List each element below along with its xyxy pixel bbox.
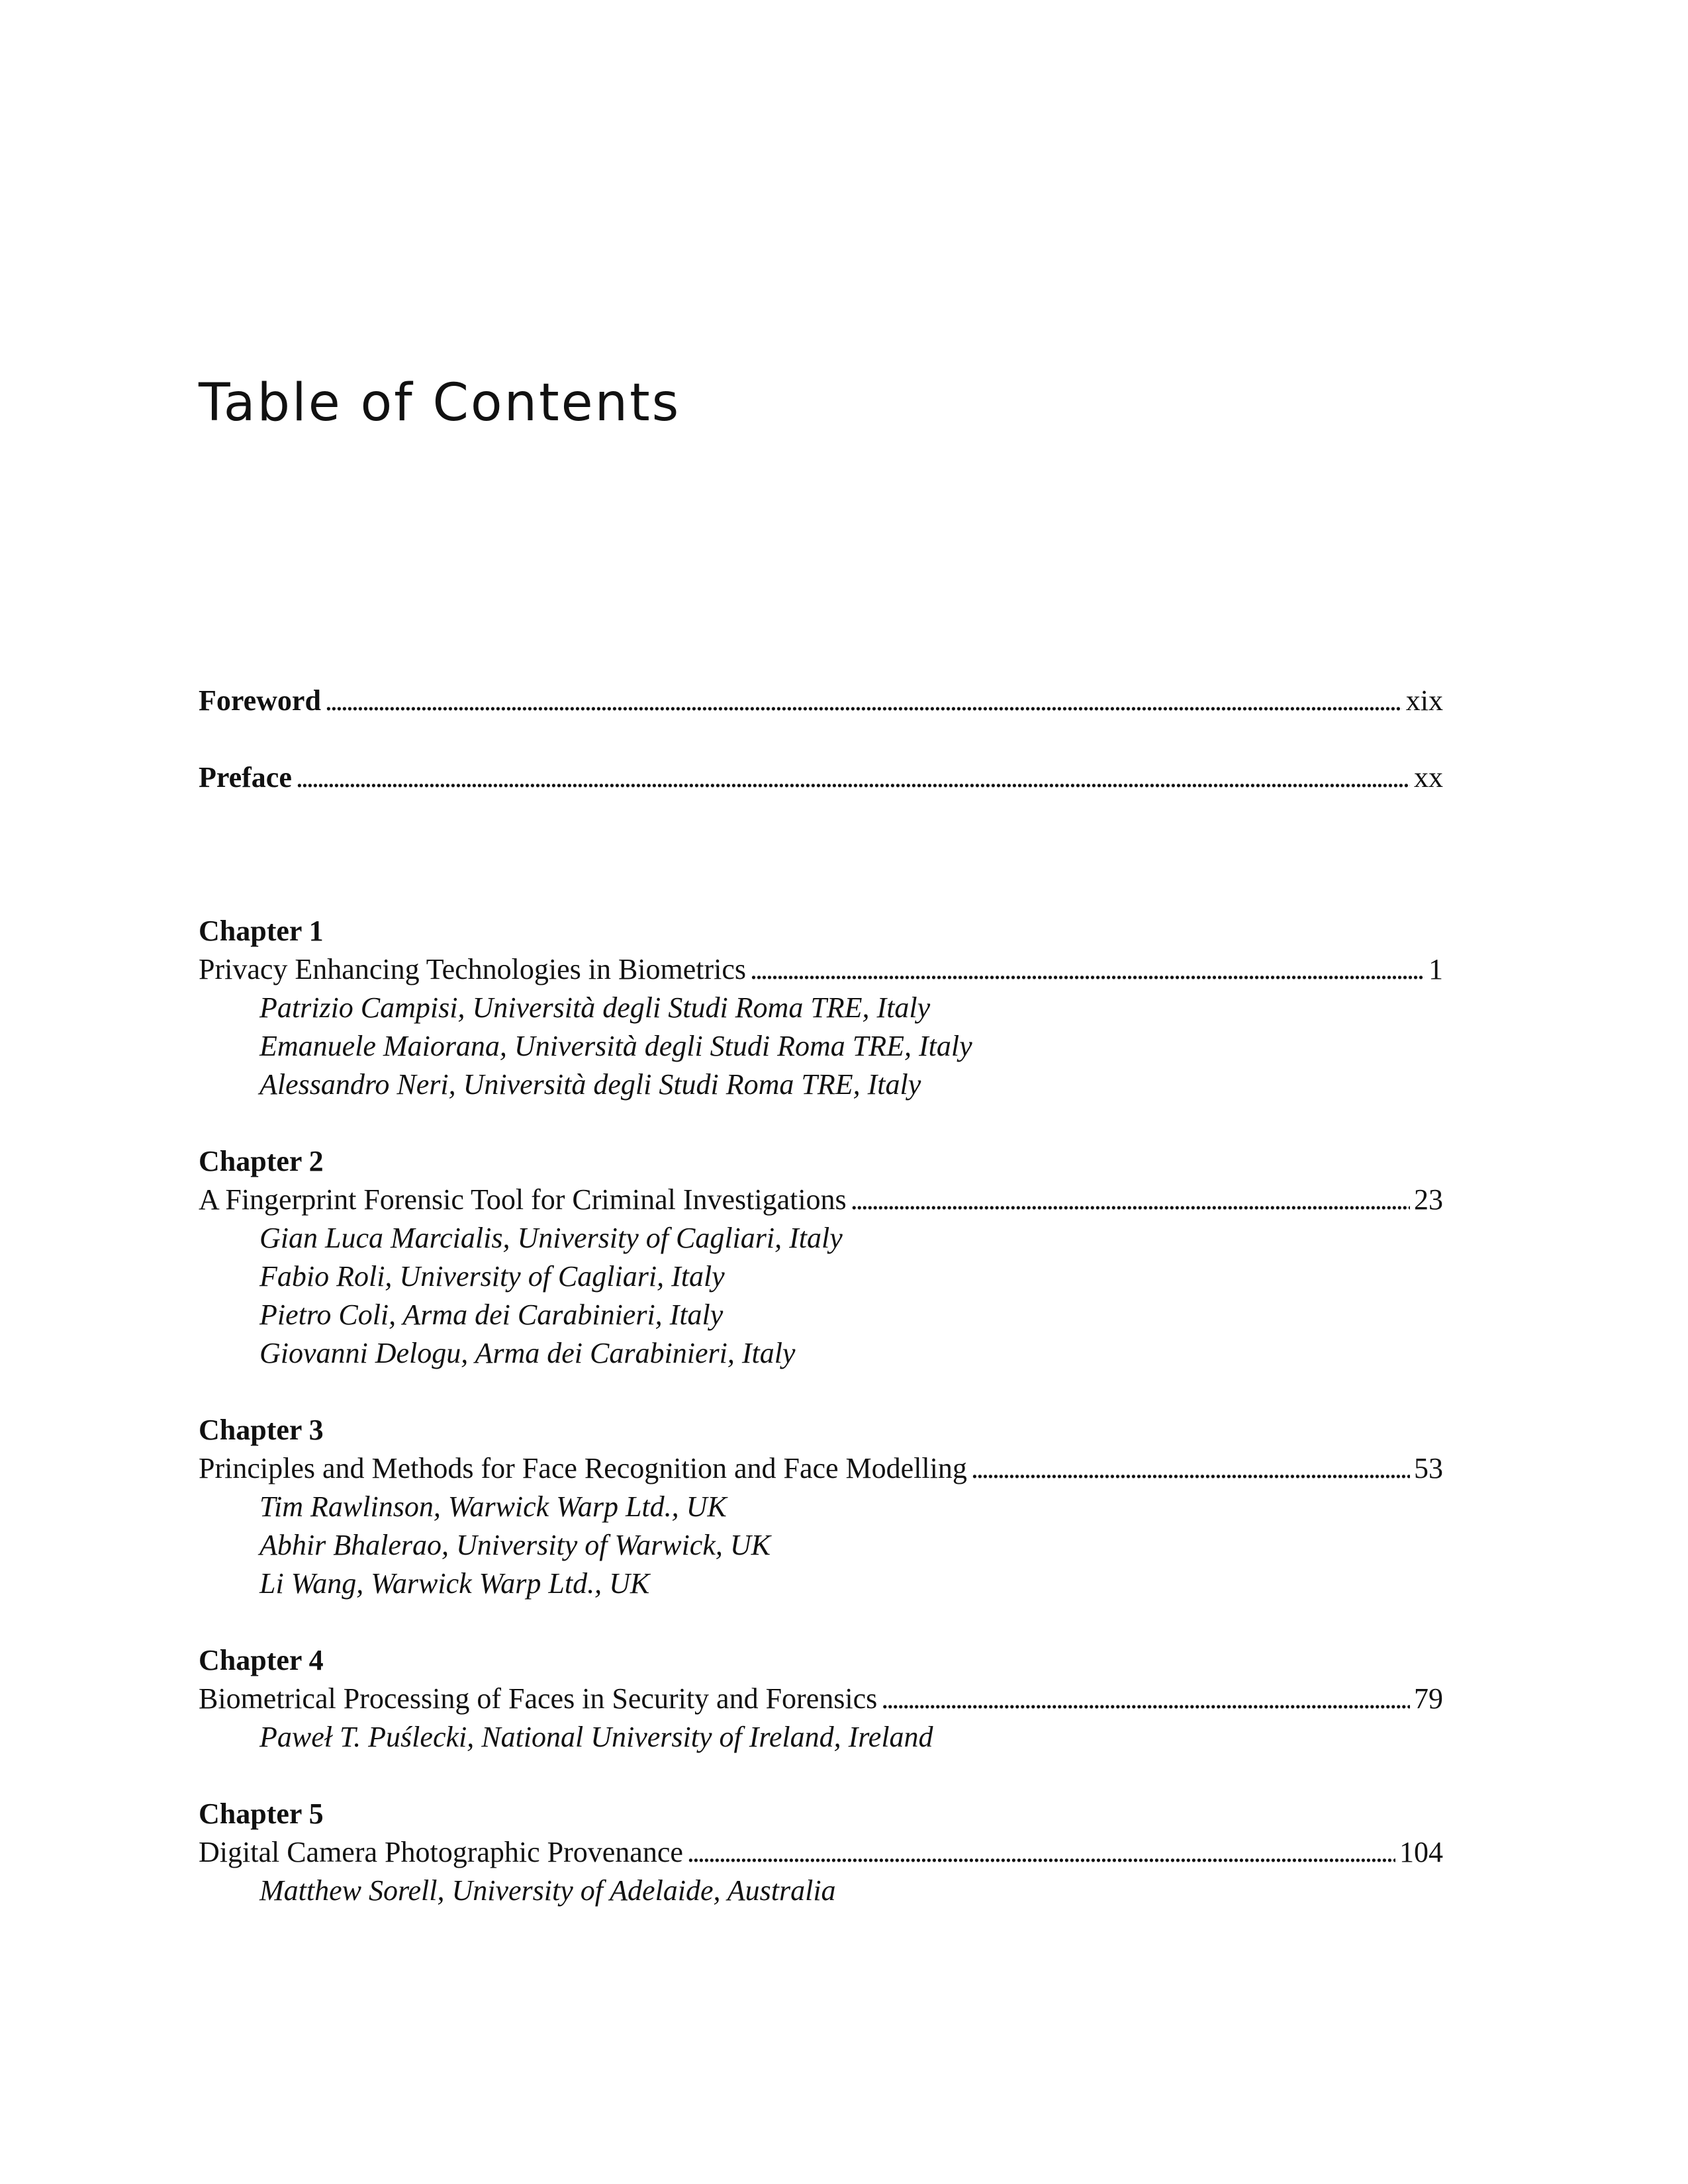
chapter-title-row[interactable] (199, 1680, 1443, 1718)
front-matter-preface[interactable] (199, 758, 1443, 797)
author-line: Emanuele Maiorana, Università degli Studi Roma TRE, Italy (259, 1030, 972, 1062)
chapter-authors (199, 1718, 1443, 1756)
chapter-label: Chapter 2 (199, 1145, 324, 1177)
dot-leader (296, 758, 1410, 797)
front-matter-foreword[interactable] (199, 682, 1443, 720)
dot-leader (325, 682, 1402, 720)
chapter-authors (199, 1488, 1443, 1603)
author-line: Abhir Bhalerao, University of Warwick, UK (259, 1529, 771, 1561)
chapter-1 (199, 912, 1443, 1104)
chapter-3 (199, 1411, 1443, 1603)
dot-leader (750, 950, 1425, 989)
toc-entry-row[interactable] (199, 758, 1443, 797)
toc-entry-page: xx (1414, 761, 1443, 794)
author-line: Pietro Coli, Arma dei Carabinieri, Italy (259, 1298, 724, 1331)
author-line: Li Wang, Warwick Warp Ltd., UK (259, 1567, 650, 1600)
chapter-title-row[interactable] (199, 1181, 1443, 1219)
chapter-page: 79 (1414, 1682, 1443, 1715)
author-line: Gian Luca Marcialis, University of Cagliari, Italy (259, 1222, 843, 1254)
dot-leader (971, 1449, 1410, 1488)
chapter-authors (199, 1219, 1443, 1373)
chapter-label: Chapter 4 (199, 1644, 324, 1676)
author-line: Fabio Roli, University of Cagliari, Italy (259, 1260, 725, 1293)
chapter-title: Principles and Methods for Face Recognition and Face Modelling (199, 1452, 967, 1484)
chapter-title-row[interactable] (199, 1833, 1443, 1872)
author-line: Matthew Sorell, University of Adelaide, Australia (259, 1874, 836, 1907)
author-line: Giovanni Delogu, Arma dei Carabinieri, Italy (259, 1337, 796, 1369)
toc-entry-title: Preface (199, 761, 292, 794)
chapter-label: Chapter 3 (199, 1414, 324, 1446)
chapter-authors (199, 1872, 1443, 1910)
author-line: Patrizio Campisi, Università degli Studi Roma TRE, Italy (259, 991, 931, 1024)
chapter-5 (199, 1795, 1443, 1910)
toc-entry-title: Foreword (199, 684, 321, 717)
chapter-title: Digital Camera Photographic Provenance (199, 1836, 683, 1868)
chapter-page: 53 (1414, 1452, 1443, 1484)
chapter-page: 1 (1429, 953, 1443, 985)
table-of-contents (199, 682, 1443, 1948)
section-spacer (199, 835, 1443, 912)
dot-leader (851, 1181, 1410, 1219)
chapter-title: Biometrical Processing of Faces in Security and Forensics (199, 1682, 878, 1715)
dot-leader (881, 1680, 1410, 1718)
chapter-label: Chapter 1 (199, 915, 324, 947)
author-line: Alessandro Neri, Università degli Studi Roma TRE, Italy (259, 1068, 921, 1101)
chapter-label: Chapter 5 (199, 1797, 324, 1830)
chapter-authors (199, 989, 1443, 1104)
author-line: Tim Rawlinson, Warwick Warp Ltd., UK (259, 1490, 727, 1523)
chapter-title: A Fingerprint Forensic Tool for Criminal Investigations (199, 1183, 847, 1216)
chapter-title-row[interactable] (199, 1449, 1443, 1488)
chapter-page: 104 (1399, 1836, 1443, 1868)
chapter-2 (199, 1142, 1443, 1373)
page-title: Table of Contents (199, 373, 681, 433)
chapter-4 (199, 1641, 1443, 1756)
chapter-title-row[interactable] (199, 950, 1443, 989)
toc-entry-row[interactable] (199, 682, 1443, 720)
chapter-page: 23 (1414, 1183, 1443, 1216)
chapter-title: Privacy Enhancing Technologies in Biometrics (199, 953, 747, 985)
toc-entry-page: xix (1405, 684, 1443, 717)
author-line: Paweł T. Puślecki, National University of Ireland, Ireland (259, 1721, 933, 1753)
dot-leader (687, 1833, 1395, 1872)
